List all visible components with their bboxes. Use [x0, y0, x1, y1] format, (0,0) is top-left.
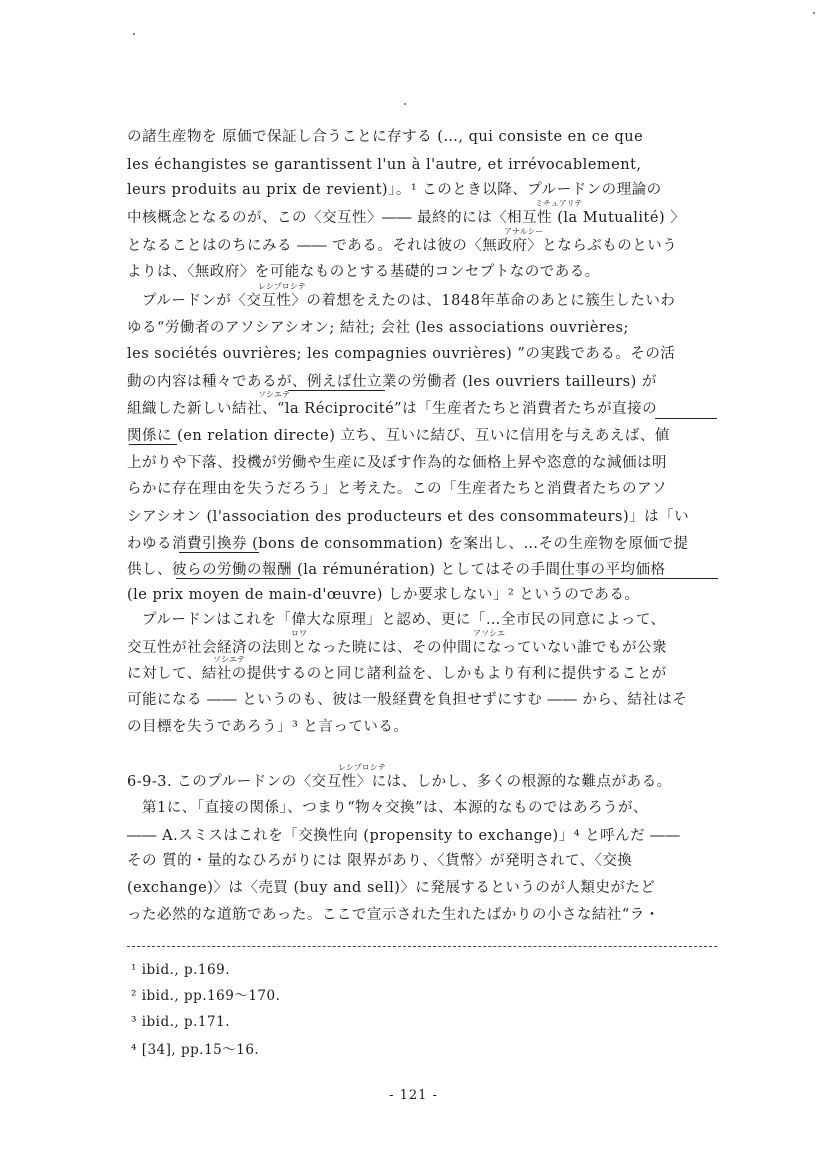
body-line: les sociétés ouvrières; les compagnies ouvrières) ”の実践である。その活	[127, 346, 676, 362]
underline	[129, 444, 177, 445]
footnote: ¹ ibid., p.169.	[131, 962, 230, 978]
body-line: 関係に (en relation directe) 立ち、互いに結び、互いに信用を与えあえば、値	[127, 428, 670, 444]
body-line: わゆる消費引換券 (bons de consommation) を案出し、…その生産物を原価で提	[127, 536, 689, 552]
footnote: ³ ibid., p.171.	[131, 1014, 230, 1030]
ruby-annotation: アナルシー	[504, 227, 544, 236]
body-line: の目標を失うであろう」³ と言っている。	[127, 719, 409, 735]
body-line: 動の内容は種々であるが、例えば仕立業の労働者 (les ouvriers tailleurs) が	[127, 374, 657, 390]
body-line: leurs produits au prix de revient)」。¹ このとき以降、プルードンの理論の	[127, 182, 662, 198]
body-line: 上がりや下落、投機が労働や生産に及ぼす作為的な価格上昇や恣意的な減価は明	[127, 455, 667, 471]
body-line: プルードンが〈交互性〉の着想をえたのは、1848年革命のあとに簇生したいわ	[127, 293, 676, 309]
body-line: 組織した新しい結社、“la Réciprocité”は「生産者たちと消費者たちが直接の	[127, 401, 658, 417]
underline	[560, 578, 718, 579]
ruby-annotation: レシプロシテ	[338, 763, 386, 772]
body-line: シアシオン (l'association des producteurs et des consommateurs)」は「い	[127, 509, 690, 525]
ruby-annotation: レシプロシテ	[258, 282, 306, 291]
underline	[176, 578, 300, 579]
body-line: 可能になる ―― というのも、彼は一般経費を負担せずにすむ ―― から、結社はそ	[127, 692, 688, 708]
body-line: ゆる“労働者のアソシアシオン; 結社; 会社 (les associations ouvrières;	[127, 320, 629, 336]
body-line: 交互性が社会経済の法則となった暁には、その仲間になっていない誰でもが公衆	[127, 640, 667, 656]
underline	[655, 418, 717, 419]
scan-speck	[404, 103, 406, 105]
body-line: に対して、結社の提供するのと同じ諸利益を、しかもより有利に提供することが	[127, 666, 667, 682]
body-line: (exchange)〉は〈売買 (buy and sell)〉に発展するというのが人類史がたど	[127, 880, 656, 896]
ruby-annotation: ソシエテ	[213, 655, 245, 664]
body-line: らかに存在理由を失うだろう」と考えた。この「生産者たちと消費者たちのアソ	[127, 481, 667, 497]
body-line: 第1に、「直接の関係」、つまり“物々交換”は、本源的なものではあろうが、	[127, 800, 649, 816]
ruby-annotation: ロワ	[291, 629, 307, 638]
body-line: ―― A.スミスはこれを「交換性向 (propensity to exchange)」⁴ と呼んだ ――	[127, 828, 681, 844]
ruby-annotation: ミチュアリテ	[535, 199, 583, 208]
underline	[288, 390, 385, 391]
ruby-annotation: ソシエテ	[258, 390, 290, 399]
body-line: よりは、〈無政府〉を可能なものとする基礎的コンセプトなのである。	[127, 264, 600, 280]
body-line: となることはのちにみる ―― である。それは彼の〈無政府〉とならぶものという	[127, 238, 678, 254]
body-line: les échangistes se garantissent l'un à l'autre, et irrévocablement,	[127, 157, 642, 173]
footnote-rule	[127, 946, 717, 947]
body-line: 中核概念となるのが、この〈交互性〉―― 最終的には〈相互性 (la Mutualité) 〉	[127, 210, 686, 226]
page-number: - 121 -	[389, 1088, 438, 1103]
body-line: 6-9-3. このプルードンの〈交互性〉には、しかし、多くの根源的な難点がある。	[127, 774, 672, 790]
body-line: その 質的・量的なひろがりには 限界があり、〈貨幣〉が発明されて、〈交換	[127, 853, 633, 869]
ruby-annotation: アソシエ	[473, 629, 505, 638]
footnote: ² ibid., pp.169～170.	[131, 988, 281, 1004]
body-line: 供し、彼らの労働の報酬 (la rémunération) としてはその手間仕事の平均価格	[127, 562, 666, 578]
scan-speck	[813, 12, 815, 14]
footnote: ⁴ [34], pp.15～16.	[131, 1042, 260, 1058]
scan-speck	[133, 33, 135, 35]
body-line: (le prix moyen de main-d'œuvre) しか要求しない」² というのである。	[127, 587, 640, 603]
underline	[179, 552, 259, 553]
body-line: プルードンはこれを「偉大な原理」と認め、更に「…全市民の同意によって、	[127, 612, 666, 628]
body-line: の諸生産物を 原価で保証し合うことに存する (…, qui consiste en ce que	[127, 129, 644, 145]
body-line: った必然的な道筋であった。ここで宣示された生れたばかりの小さな結社“ラ・	[127, 907, 660, 923]
